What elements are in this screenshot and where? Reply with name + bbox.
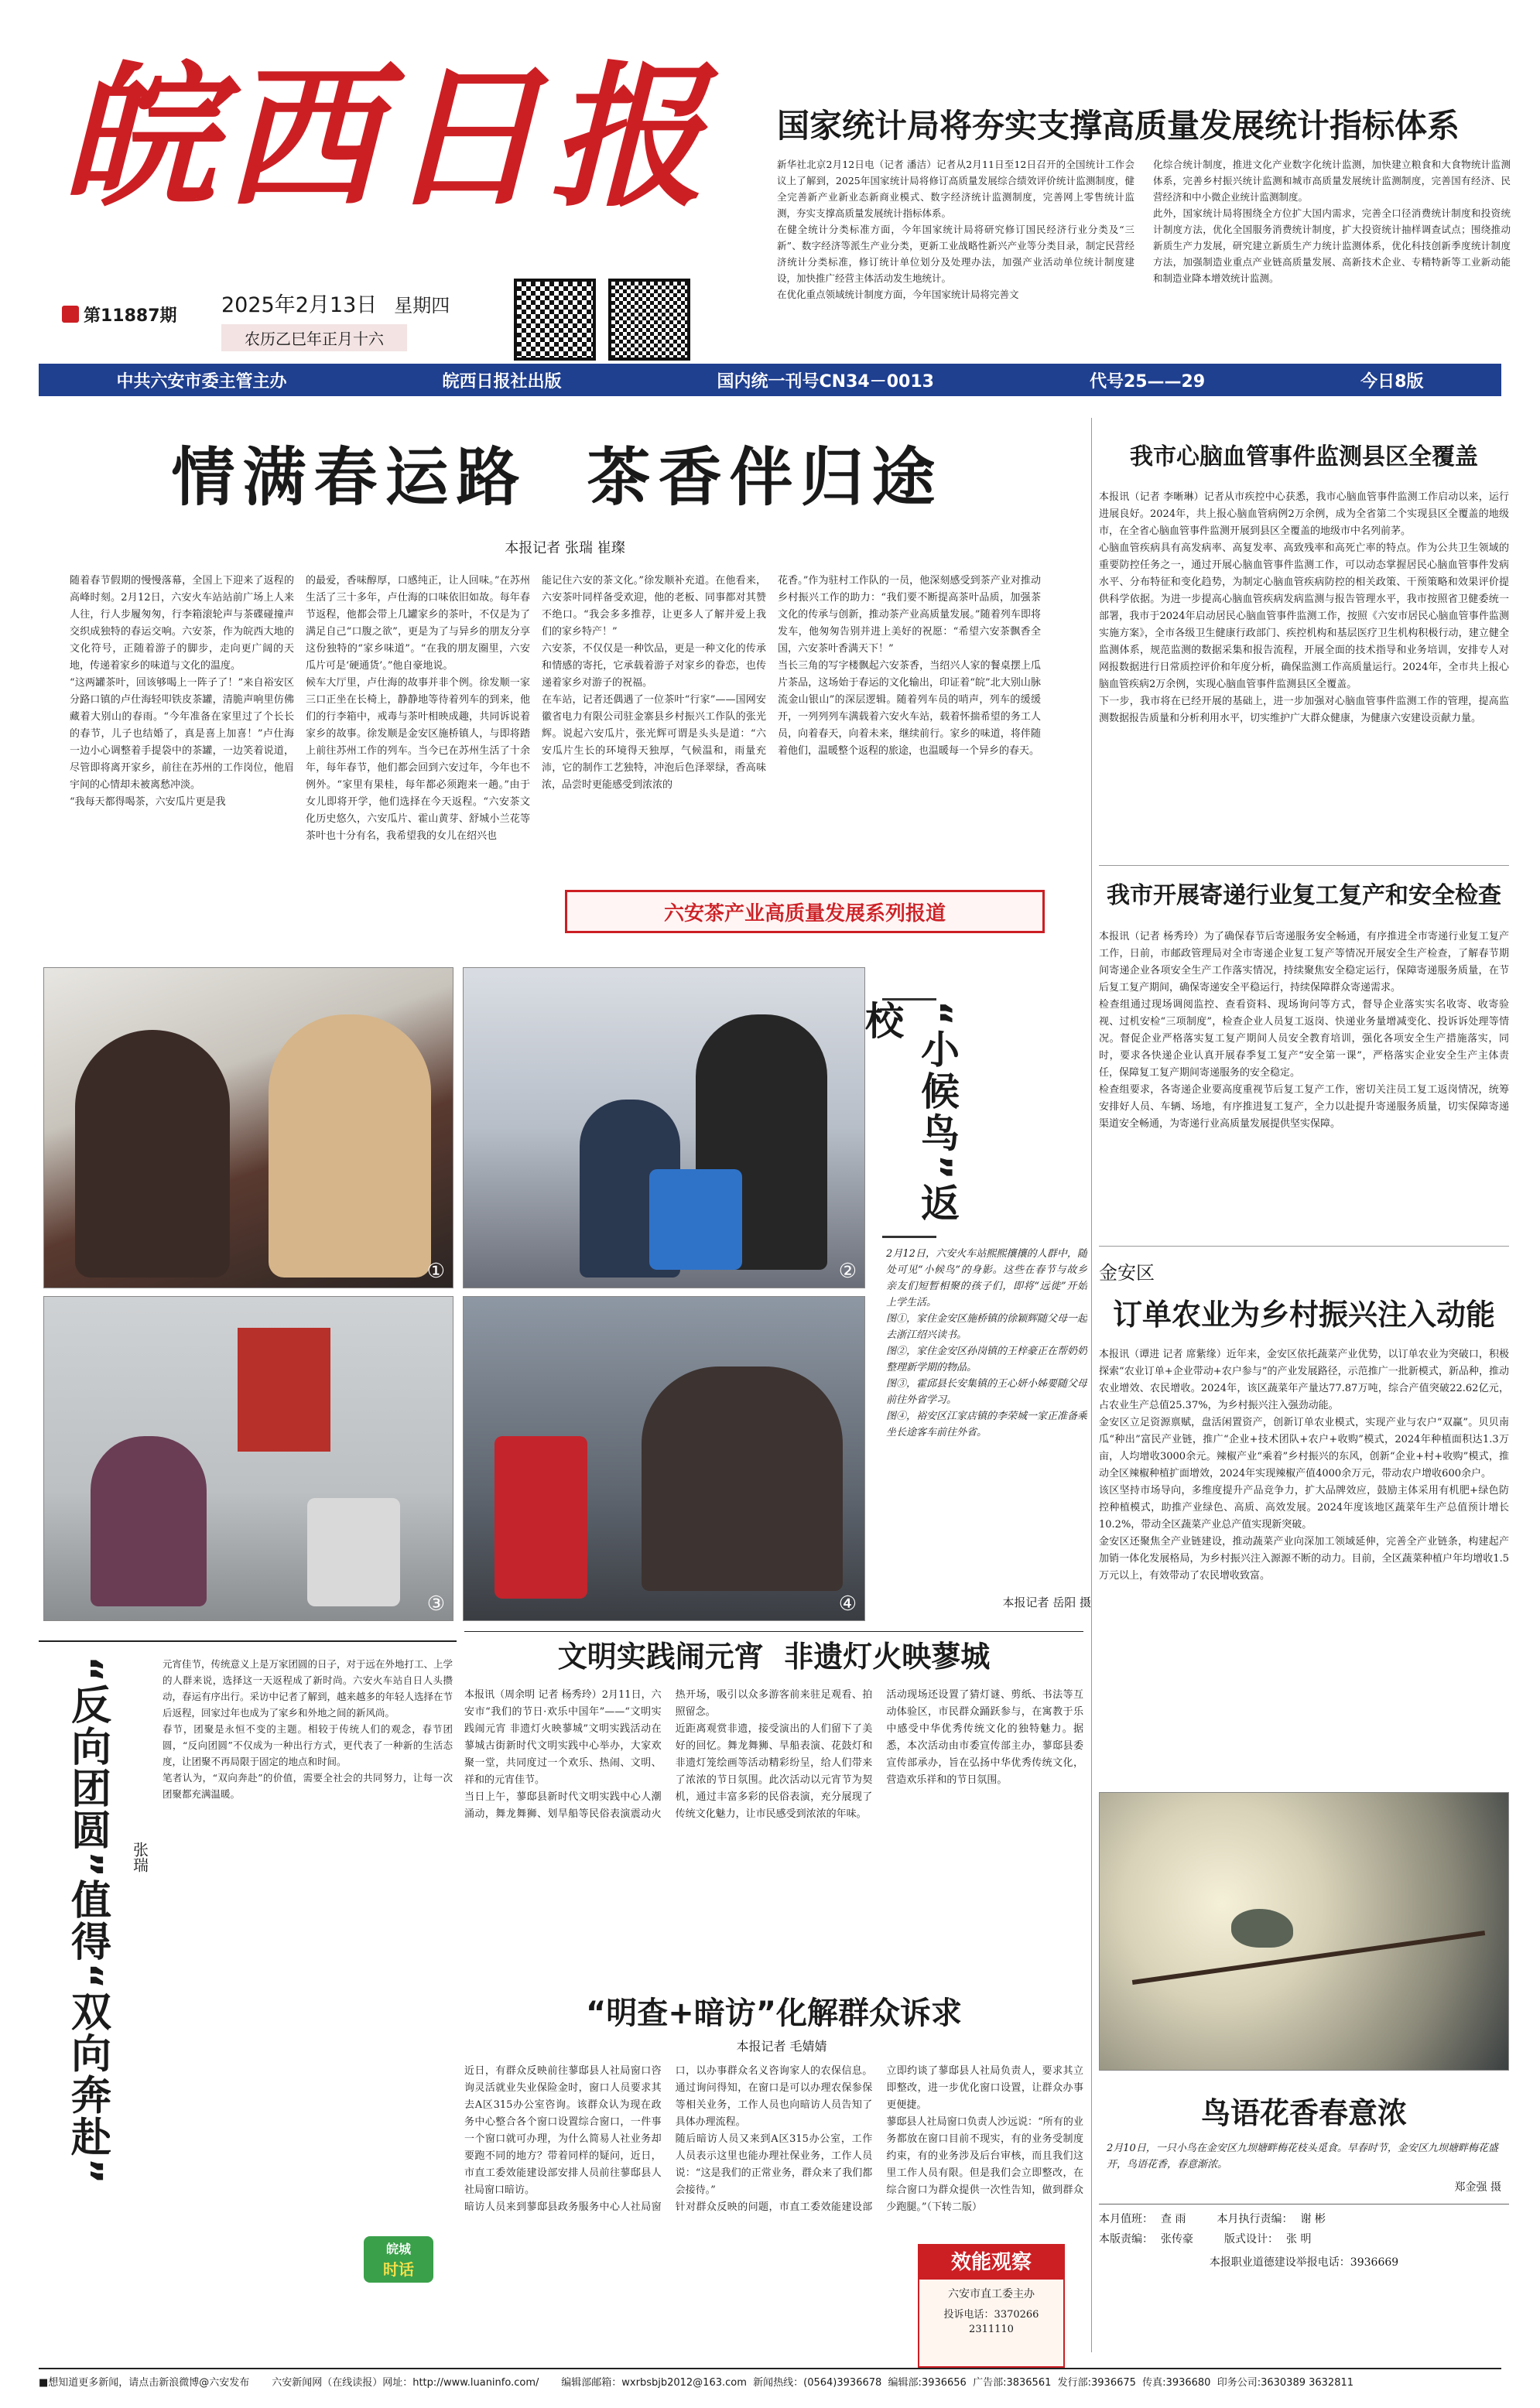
photo-4: ④: [463, 1296, 865, 1621]
wm-title[interactable]: 文明实践闹元宵 非遗灯火映蓼城: [557, 1640, 991, 1674]
mc-title[interactable]: “明查+暗访”化解群众诉求: [585, 1996, 963, 2031]
masthead-logo: [62, 37, 797, 285]
bar-publisher: 皖西日报社出版: [442, 371, 562, 392]
essay-title[interactable]: “反向团圆”值得“双向奔赴”: [63, 1656, 111, 2186]
top-news-col1: 新华社北京2月12日电（记者 潘洁）记者从2月11日至12日召开的全国统计工作会议上了解到，2025年国家统计局将修订高质量发展综合绩效评价统计监测制度，健全完善新产业新业态新商业模式、数字经济统计监测制度，完善网上零售统计监测，夯实支撑高质量发展统计指标体系。 在健全统计分类标准方面，今年国家统计局将研究修订国民经济行业分类及“三新”、数字经济等派生产业分类，更新工业战略性新兴产业等分类目录，制定民营经济统计分类标准，修订统计单位划分及处理办法，加强产业活动单位统计制度建设，加快推广经营主体活动发生地统计。 在优化重点领域统计制度方面，今年国家统计局将完善文: [777, 159, 1134, 300]
date-block: [221, 288, 484, 350]
photo-2-bag: [649, 1169, 742, 1270]
photo-2: ②: [463, 967, 865, 1288]
bar-pages: 今日8版: [1360, 371, 1424, 392]
lunar-date: 农历乙巳年正月十六: [221, 324, 407, 351]
mc-ad-box: 效能观察 六安市直工委主办 投诉电话：3370266 2311110: [918, 2244, 1065, 2368]
bird-icon: [1231, 1909, 1293, 1948]
footer-text: ■想知道更多新闻，请点击新浪微博@六安发布 六安新闻网（在线读报）网址：http://www.luaninfo.com/ 编辑部邮箱：wxrbsbjb2012@163.com 新闻热线：(0564)3936678 编辑部:3936656 广告部:3836561 发行部:3936675 传真:3936680 印务公司:3630389 3632811: [39, 2377, 1354, 2389]
mc-body: 近日，有群众反映前往蓼邸县人社局窗口咨询灵活就业失业保险金时，窗口人员要求其去A区315办公室咨询。该群众认为现在政务中心整合各个窗口设置综合窗口，一件事一个窗口就可办理，为什么简易人社业务却要跑不同的地方？带着同样的疑问，近日，市直工委效能建设部安排人员前往蓼邸县人社局窗口暗访。 暗访人员来到蓼邸县政务服务中心人社局窗口，以办事群众名义咨询家人的农保信息。通过询问得知，在窗口是可以办理农保参保等相关业务，工作人员也向暗访人员告知了具体办理流程。 随后暗访人员又来到A区315办公室，工作人员表示这里也能办理社保业务，工作人员说：“这是我们的正常业务，群众来了我们都会接待。” 针对群众反映的问题，市直工委效能建设部立即约谈了蓼邸县人社局负责人，要求其立即整改，进一步优化窗口设置，让群众办事更便捷。 蓼邸县人社局窗口负责人沙远说：“所有的业务都放在窗口目前不现实，有的业务受制度约束，有的业务涉及后台审核，而且我们这里工作人员有限。但是我们会立即整改，在综合窗口为群众提供一次性告知，做到群众少跑腿。”（下转二版）: [464, 2065, 1083, 2213]
lead-col1: 随着春节假期的慢慢落幕，全国上下迎来了返程的高峰时刻。2月12日，六安火车站站前广场上人来人往，行人步履匆匆，行李箱滚轮声与茶碟碰撞声交织成独特的春运交响。六安茶，作为皖西大地的文化符号，正随着游子的脚步，走向更广阔的天地，传递着家乡的味道与文化的温度。 “这两罐茶叶，回该够喝上一阵子了！”来自裕安区分路口镇的卢仕海轻叩铁皮茶罐，清脆声响里仿佛藏着大别山的春雨。“今年准备在家里过了个长长的春节，儿子也结婚了，真是喜上加喜！”卢仕海一边小心调整着手提袋中的茶罐，一边笑着说道，尽管即将离开家乡，前往在苏州的工作岗位，他眉宇间的心情却未被离愁冲淡。 “我每天都得喝茶，六安瓜片更是我: [70, 575, 294, 808]
essay-author: 张瑞: [130, 1842, 149, 1873]
r2-bottom-rule: [1099, 1246, 1509, 1247]
bird-caption: 2月10日，一只小鸟在金安区九坝塘畔梅花枝头觅食。早春时节，金安区九坝塘畔梅花盛开，鸟语花香，春意渐浓。: [1107, 2143, 1498, 2170]
issue-icon: [62, 306, 79, 323]
bird-photo: [1099, 1792, 1509, 2071]
editor-box: 本月值班： 查 雨 本月执行责编： 谢 彬 本版责编： 张传豪 版式设计： 张 明 本报职业道德建设举报电话：3936669: [1099, 2204, 1509, 2297]
lead-col4: 花香。”作为驻村工作队的一员，他深刻感受到茶产业对推动乡村振兴工作的助力：“我们要不断提高茶叶品质，加强茶文化的传承与创新，推动茶产业高质量发展。”随着列车即将发车，他匆匆告别并进上美好的祝愿：“希望六安茶飘香全国，六安茶叶香满天下！” 当长三角的写字楼飘起六安茶香，当绍兴人家的餐桌摆上瓜片茶品，这场始于春运的文化输出，印证着“皖”北大别山脉流金山银山”的深层逻辑。随着列车员的哨声，列车的缓缓开，一列列列车满载着六安火车站，载着怀揣希望的务工人员，向着春天，向着未来，继续前行。家乡的味道，将伴随着他们，温暖整个返程的旅途，也温暖每一个异乡的春天。: [778, 575, 1041, 757]
photo-1-person-b: [269, 1014, 431, 1278]
info-bar: [39, 364, 1501, 396]
essay-top-rule: [39, 1640, 457, 1642]
bar-sponsor: 中共六安市委主管主办: [116, 371, 287, 392]
wm-top-rule: [464, 1631, 1083, 1632]
r2-title[interactable]: 我市开展寄递行业复工复产和安全检查: [1107, 882, 1501, 909]
bird-title[interactable]: 鸟语花香春意浓: [1200, 2096, 1407, 2130]
r3-body: 本报讯（谭进 记者 席紫缘）近年来，金安区依托蔬菜产业优势，以订单农业为突破口，积极探索“农业订单+企业带动+农户参与”的产业发展路径，示范推广一批新模式，新品种，推动农业增效、农民增收。2024年，该区蔬菜年产量达77.87万吨，综合产值突破22.62亿元，占农业生产总值25.37%，为乡村振兴注入强劲动能。 金安区立足资源禀赋，盘活闲置资产，创新订单农业模式，实现产业与农户“双赢”。贝贝南瓜“种出”富民产业链，推广“企业+技术团队+农户+收购”模式，2024年种植面积达1.3万亩，人均增收3000余元。辣椒产业“乘着”乡村振兴的东风，创新“企业+村+收购”模式，推动全区辣椒种植扩面增效，2024年实现辣椒产值4000余万元，带动农户增收600余户。 该区坚持市场导向，多维度提升产品竞争力，扩大品牌效应，鼓励主体采用有机肥+绿色防控种植模式，助推产业绿色、高质、高效发展。2024年度该地区蔬菜年生产总值预计增长10.2%，带动全区蔬菜产业总产值实现新突破。 金安区还聚焦全产业链建设，推动蔬菜产业向深加工领域延伸，完善全产业链条，构建起产加销一体化发展格局，为乡村振兴注入源源不断的动力。目前，全区蔬菜种植户年均增收1.5万元以上，有效带动了农民增收致富。: [1099, 1349, 1509, 1582]
qr-code-right[interactable]: [608, 279, 690, 361]
r1-body: 本报讯（记者 李晰琳）记者从市疾控中心获悉，我市心脑血管事件监测工作启动以来，运行进展良好。2024年，共上报心脑血管病例2万余例，成为全省第二个实现县区全覆盖的地级市，在全省心脑血管事件监测开展到县区全覆盖的地级市中名列前茅。 心脑血管疾病具有高发病率、高复发率、高致残率和高死亡率的特点。作为公共卫生领域的重要防控任务之一，通过开展心脑血管事件监测工作，可以动态掌握居民心脑血管事件发病水平、分布特征和变化趋势，为制定心脑血管疾病防控的相关政策、干预策略和效果评价提供科学依据。为进一步提高心脑血管疾病发病监测与报告管理水平，我市按照省卫健委统一部署，我市于2024年启动居民心脑血管事件监测工作，按照《六安市居民心脑血管事件监测实施方案》，全市各级卫生健康行政部门、疾控机构和基层医疗卫生机构积极行动，建立健全监测体系，规范监测的数据采集和报告流程，开展全面的技术指导和业务培训，安排专人对网报数据进行日常质控评价和年度分析，确保监测工作高质量运行。2024年，全市共上报心脑血管疾病2万余例，实现心脑血管事件监测县区全覆盖。 下一步，我市将在已经开展的基础上，进一步加强对心脑血管事件监测工作的管理，提高监测数据报告质量和分析利用水平，切实维护广大群众健康，为健康六安建设贡献力量。: [1099, 491, 1509, 724]
photo-caption: 2月12日，六安火车站熙熙攘攘的人群中，随处可见“小候鸟”的身影。这些在春节与故乡亲友们短暂相聚的孩子们，即将“远徙”开始上学生活。 图①，家住金安区施桥镇的徐颖辉随父母一起去浙江绍兴读书。 图②，家住金安区孙岗镇的王梓豪正在帮奶奶整理新学期的物品。 图③，霍邱县长安集镇的王心妍小姊要随父母前往外省学习。 图④，裕安区江家店镇的李荣城一家正准备乘坐长途客车前往外省。: [886, 1248, 1087, 1438]
series-tag: 六安茶产业高质量发展系列报道: [565, 890, 1045, 933]
photo-feature-title: “小候鸟”返校: [882, 998, 936, 1238]
lead-title[interactable]: 情满春运路 茶香伴归途: [171, 441, 943, 512]
bar-cn-number: 国内统一刊号CN34－0013: [717, 371, 934, 392]
footer-rule: [39, 2368, 1501, 2369]
date: 2025年2月13日: [221, 293, 378, 317]
essay-body: 元宵佳节，传统意义上是万家团圆的日子，对于远在外地打工、上学的人群来说，选择这一天返程成了新时尚。六安火车站自日人头攒动，春运有序出行。采访中记者了解到，越来越多的年轻人选择在节后返程，回家过年也成为了家乡和外地之间的新风尚。 春节，团聚是永恒不变的主题。相较于传统人们的观念，春节团圆，“反向团圆”不仅成为一种出行方式，更代表了一种新的生活态度，让团聚不再局限于固定的地点和时间。 笔者认为，“双向奔赴”的价值，需要全社会的共同努力，让每一次团聚都充满温暖。: [163, 1658, 453, 1800]
lead-col3: 能记住六安的茶文化。”徐发顺补充道。在他看来，六安茶叶同样备受欢迎，他的老板、同事都对其赞不绝口。“我会多多推荐，让更多人了解并爱上我们的家乡特产！” 六安茶，不仅仅是一种饮品，更是一种文化的传承和情感的寄托，它承载着游子对家乡的眷恋，也传递着家乡对游子的祝福。 在车站，记者还偶遇了一位茶叶“行家”——国网安徽省电力有限公司驻金寨县乡村振兴工作队的张光辉。说起六安瓜片，张光辉可谓是头头是道：“六安瓜片生长的环境得天独厚，气候温和，雨量充沛，它的制作工艺独特，冲泡后色泽翠绿，香高味浓，品尝时更能感受到浓浓的: [542, 575, 766, 791]
top-news-col2: 化综合统计制度，推进文化产业数字化统计监测，加快建立粮食和大食物统计监测体系，完善乡村振兴统计监测和城市高质量发展统计监测制度，完善国有经济、民营经济和中小微企业统计监测制度。 此外，国家统计局将围绕全方位扩大国内需求，完善全口径消费统计制度和投资统计制度方法，优化全国服务消费统计制度，扩大投资统计抽样调查试点；围绕推动新质生产力发展，研究建立新质生产力统计监测体系，优化科技创新季度统计制度方法，加强制造业重点产业链高质量发展、高新技术企业、专精特新等工业新动能和制造业降本增效统计监测。: [1153, 159, 1511, 284]
lead-col2: 的最爱，香味醇厚，口感纯正，让人回味。”在苏州生活了三十多年，卢仕海的口味依旧如故。每年春节返程，他都会带上几罐家乡的茶叶，不仅是为了满足自己“口腹之欲”，更是为了与异乡的朋友分享这份独特的“家乡味道”。“在我的朋友圈里，六安瓜片可是‘硬通货’。”他自豪地说。 候车大厅里，卢仕海的故事并非个例。徐发顺一家三口正坐在长椅上，静静地等待着列车的到来，他们的行李箱中，戒毒与茶叶相映成趣，共同诉说着家乡的故事。徐发顺是金安区施桥镇人，与即将踏上前往苏州工作的列车。当今已在苏州生活了十余年，每年春节，他们都会回到六安过年，今年也不例外。“家里有果桂，每年都必须跑来一趟。”由于女儿即将开学，他们选择在今天返程。“六安茶文化历史悠久，六安瓜片、霍山黄芽、舒城小兰花等茶叶也十分有名，我希望我的女儿在绍兴也: [306, 575, 530, 842]
essay-badge: 皖城 时话: [364, 2236, 433, 2283]
photo-4-family: [642, 1366, 843, 1591]
wm-body: 本报讯（周余明 记者 杨秀玲）2月11日，六安市“我们的节日·欢乐中国年”——“文明实践闹元宵 非遗灯火映蓼城”文明实践活动在蓼城古街新时代文明实践中心举办，大家欢聚一堂，共同度过一个欢乐、热闹、文明、祥和的元宵佳节。 当日上午，蓼邸县新时代文明实践中心人潮涌动，舞龙舞狮、划旱船等民俗表演震动火热开场，吸引以众多游客前来驻足观看、拍照留念。 近距离观赏非遗，接受演出的人们留下了美好的回忆。舞龙舞狮、旱船表演、花鼓灯和非遗灯笼绘画等活动精彩纷呈，给人们带来了浓浓的节日氛围。此次活动以元宵节为契机，通过丰富多彩的民俗表演，充分展现了传统文化魅力，让市民感受到浓浓的年味。 活动现场还设置了猜灯谜、剪纸、书法等互动体验区，市民群众踊跃参与，在寓教于乐中感受中华优秀传统文化的独特魅力。据悉，本次活动由市委宣传部主办，蓼邸县委宣传部承办，旨在弘扬中华优秀传统文化，营造欢乐祥和的节日氛围。: [464, 1689, 1083, 1820]
weekday: 星期四: [394, 295, 450, 316]
photo-4-suitcase: [495, 1436, 587, 1599]
logo-text: 皖西日报: [62, 46, 713, 228]
branch: [1132, 1931, 1485, 1985]
r3-kicker: 金安区: [1099, 1262, 1155, 1284]
photo-3-banner: [238, 1328, 330, 1452]
lead-byline: 本报记者 张瑞 崔璨: [505, 540, 625, 556]
r3-title[interactable]: 订单农业为乡村振兴注入动能: [1112, 1298, 1495, 1332]
photo-1-person-a: [75, 1030, 230, 1278]
photo-1: ①: [43, 967, 453, 1288]
bird-credit: 郑金强 摄: [1454, 2181, 1501, 2194]
photo-3: ③: [43, 1296, 453, 1621]
photo-credit: 本报记者 岳阳 摄: [1002, 1596, 1091, 1609]
top-news-title[interactable]: 国家统计局将夯实支撑高质量发展统计指标体系: [777, 107, 1460, 145]
mc-byline: 本报记者 毛婧婧: [736, 2039, 827, 2054]
r2-body: 本报讯（记者 杨秀玲）为了确保春节后寄递服务安全畅通，有序推进全市寄递行业复工复产工作，日前，市邮政管理局对全市寄递企业复工复产等情况开展安全生产检查，了解春节期间寄递企业各项安全生产工作落实情况，持续聚焦安全稳定运行，保障寄递服务质量，在节后复工复产期间，确保寄递安全平稳运行，持续保障群众寄递需求。 检查组通过现场调阅监控、查看资料、现场询问等方式，督导企业落实实名收寄、收寄验视、过机安检“三项制度”，检查企业人员复工返岗、快递业务量增减变化、投诉诉处理等情况。督促企业严格落实复工复产期间人员安全教育培训，强化各项安全生产措施落实，同时，要求各快递企业认真开展春季复工复产“安全第一课”，严格落实企业安全生产主体责任，保障复工复产期间寄递服务的安全稳定。 检查组要求，各寄递企业要高度重视节后复工复产工作，密切关注员工复工返岗情况，统筹安排好人员、车辆、场地，有序推进复工复产，全力以赴提升寄递服务质量，切实保障寄递渠道安全畅通，为寄递行业高质量发展提供坚实保障。: [1099, 931, 1509, 1130]
issue-number: 第11887期: [62, 300, 217, 328]
qr-code-left[interactable]: [514, 279, 596, 361]
right-col-divider: [1091, 418, 1092, 2352]
photo-3-bag: [307, 1498, 400, 1606]
bar-code: 代号25——29: [1089, 371, 1206, 392]
r1-bottom-rule: [1099, 865, 1509, 866]
photo-3-child: [91, 1436, 207, 1606]
r1-title[interactable]: 我市心脑血管事件监测县区全覆盖: [1130, 443, 1478, 470]
